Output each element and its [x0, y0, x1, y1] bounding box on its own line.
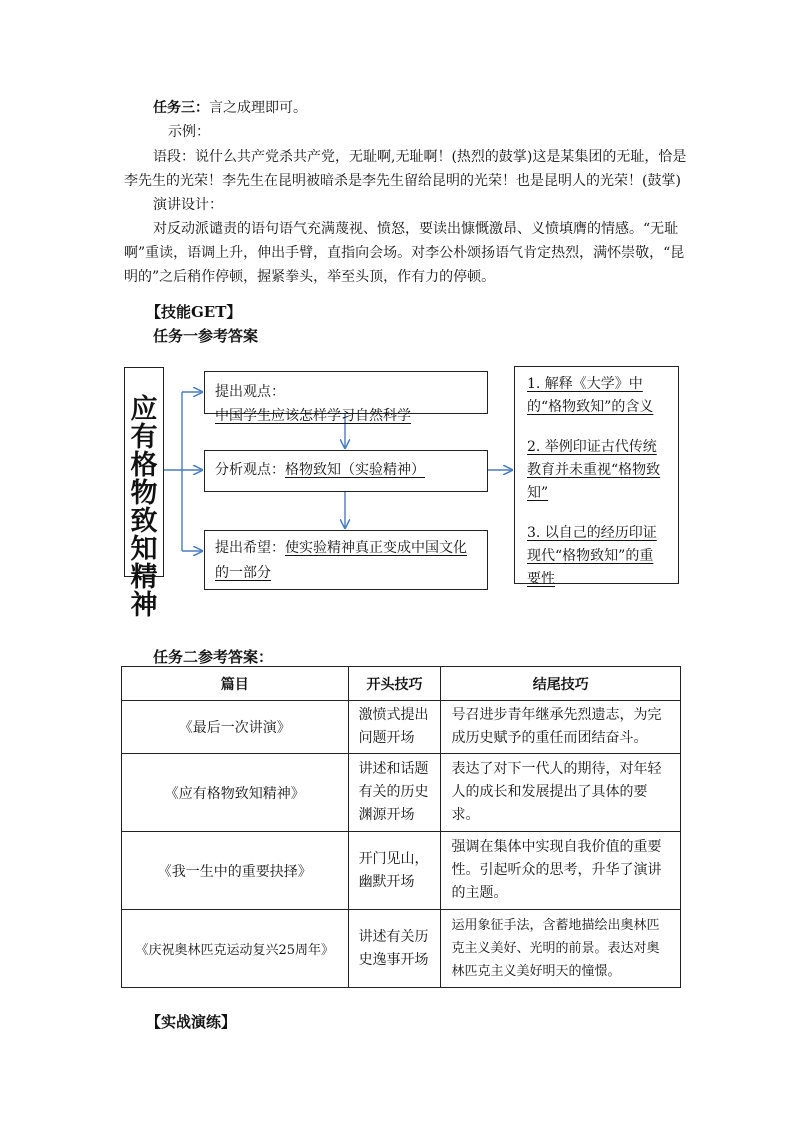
- task3-label: 任务三：: [153, 100, 209, 116]
- diagram-box-hope: [204, 530, 488, 590]
- table-cell-ending: 号召进步青年继承先烈遗志，为完成历史赋予的重任而团结奋斗。: [441, 701, 681, 754]
- right-item-2: 2. 举例印证古代传统教育并未重视“格物致知”: [527, 439, 661, 501]
- table-cell-opening: 讲述有关历史逸事开场: [348, 910, 441, 988]
- table-header: 篇目: [122, 667, 349, 701]
- table-row: [122, 754, 681, 832]
- diagram-title-box: [124, 367, 164, 621]
- box2-text: 格物致知（实验精神）: [285, 462, 425, 478]
- table-header-row: [122, 667, 681, 701]
- practice-heading: 【实战演练】: [146, 1013, 237, 1031]
- table-cell-title: 《我一生中的重要抉择》: [122, 832, 349, 910]
- task1-heading: 任务一参考答案: [153, 327, 259, 345]
- table-header: 结尾技巧: [441, 667, 681, 701]
- yuduan-line-1: 语段：说什么共产党杀共产党，无耻啊,无耻啊！(热烈的鼓掌)这是某集团的无耻，恰是: [153, 149, 687, 165]
- design-label: 演讲设计：: [153, 197, 223, 213]
- table-row: [122, 832, 681, 910]
- table-row: [122, 701, 681, 754]
- box3-text: 使实验精神真正变成中国文化的一部分: [215, 540, 467, 581]
- table-cell-opening: 开门见山，幽默开场: [348, 832, 441, 910]
- diagram-box-analysis: [204, 450, 488, 492]
- box1-text: 中国学生应该怎样学习自然科学: [215, 408, 411, 424]
- table-cell-opening: 讲述和话题有关的历史渊源开场: [348, 754, 441, 832]
- table-cell-ending: 运用象征手法，含蓄地描绘出奥林匹克主义美好、光明的前景。表达对奥林匹克主义美好明天的憧憬。: [441, 910, 681, 988]
- skills-heading: 【技能GET】: [146, 303, 242, 321]
- design-line-2: 啊”重读，语调上升，伸出手臂，直指向会场。对李公朴颂扬语气肯定热烈，满怀崇敬，“昆: [124, 245, 685, 261]
- box2-label: 分析观点：: [215, 462, 285, 478]
- right-item-1: 1. 解释《大学》中的“格物致知”的含义: [527, 376, 654, 415]
- table-cell-title: 《应有格物致知精神》: [122, 754, 349, 832]
- yuduan-line-2: 李先生的光荣！李先生在昆明被暗杀是李先生留给昆明的光荣！也是昆明人的光荣！(鼓掌): [124, 173, 681, 189]
- table-row: [122, 910, 681, 988]
- table-cell-ending: 表达了对下一代人的期待，对年轻人的成长和发展提出了具体的要求。: [441, 754, 681, 832]
- table-header: 开头技巧: [348, 667, 441, 701]
- design-line-3: 明的”之后稍作停顿，握紧拳头，举至头顶，作有力的停顿。: [124, 269, 496, 285]
- task2-heading: 任务二参考答案：: [153, 648, 274, 666]
- box3-label: 提出希望：: [215, 540, 285, 556]
- answer-table: [121, 666, 681, 988]
- table-cell-title: 《庆祝奥林匹克运动复兴25周年》: [122, 910, 349, 988]
- right-item-3: 3. 以自己的经历印证现代“格物致知”的重要性: [527, 525, 657, 587]
- table-cell-title: 《最后一次讲演》: [122, 701, 349, 754]
- diagram-box-viewpoint: [204, 371, 488, 424]
- design-line-1: 对反动派谴责的语句语气充满蔑视、愤怒，要读出慷慨激昂、义愤填膺的情感。“无耻: [153, 221, 679, 237]
- diagram-right-box: [514, 366, 679, 587]
- diagram-title: 应有格物致知精神: [130, 394, 158, 621]
- task3-text: 言之成理即可。: [209, 100, 307, 116]
- box1-label: 提出观点：: [215, 384, 285, 400]
- example-label: 示例：: [168, 124, 210, 140]
- table-cell-ending: 强调在集体中实现自我价值的重要性。引起听众的思考，升华了演讲的主题。: [441, 832, 681, 910]
- table-cell-opening: 激愤式提出问题开场: [348, 701, 441, 754]
- box3-content: [215, 536, 477, 586]
